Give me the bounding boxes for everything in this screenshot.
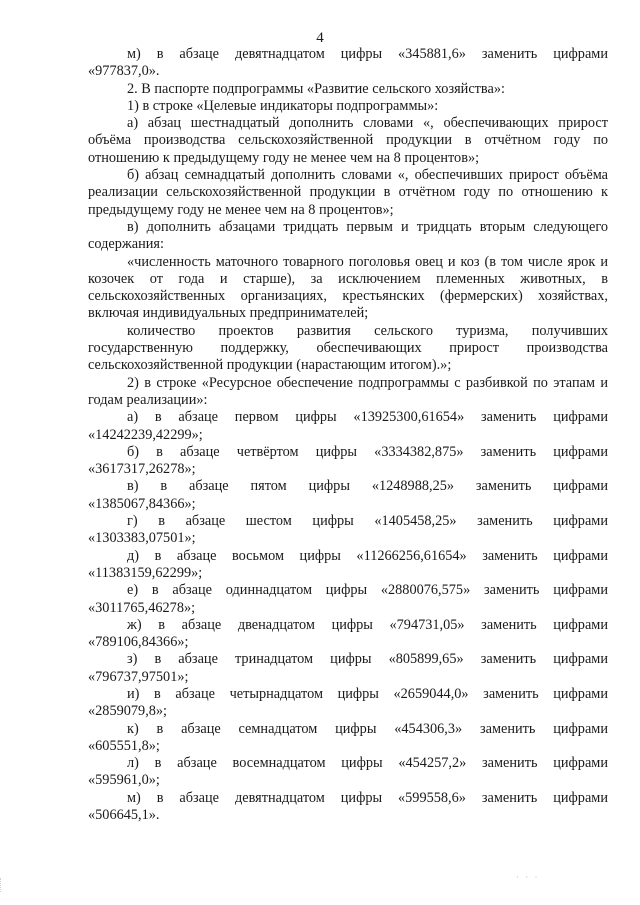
paragraph: 1) в строке «Целевые индикаторы подпрограммы»: bbox=[127, 97, 439, 114]
paragraph-amendment bbox=[88, 686, 608, 721]
amendment-line: в) в абзаце пятом цифры «1248988,25» заменить цифрами bbox=[127, 478, 608, 495]
paragraph-amendment bbox=[88, 444, 608, 479]
amendment-value: «595961,0»; bbox=[88, 772, 160, 789]
amendment-value: «1303383,07501»; bbox=[88, 530, 196, 547]
paragraph-amendment bbox=[88, 651, 608, 686]
amendment-value: «2859079,8»; bbox=[88, 703, 168, 720]
amendment-value: «605551,8»; bbox=[88, 737, 160, 754]
amendment-line: б) в абзаце четвёртом цифры «3334382,875» заменить цифрами bbox=[127, 443, 608, 460]
amendment-value: «3011765,46278»; bbox=[88, 599, 196, 616]
amendment-value: «506645,1». bbox=[88, 807, 160, 824]
paragraph: количество проектов развития сельского туризма, получивших государственную поддержку, обеспечивающих прирост производства сельскохозяйственной продукции (нарастающим итогом).»; bbox=[88, 322, 608, 374]
amendment-value: «789106,84366»; bbox=[88, 634, 189, 651]
paragraph-amendment bbox=[88, 755, 608, 790]
amendment-value: «3617317,26278»; bbox=[88, 461, 196, 478]
amendment-line: л) в абзаце восемнадцатом цифры «454257,2» заменить цифрами bbox=[127, 755, 608, 772]
amendment-line: ж) в абзаце двенадцатом цифры «794731,05» заменить цифрами bbox=[127, 616, 608, 633]
paragraph: в) дополнить абзацами тридцать первым и тридцать вторым следующего содержания: bbox=[88, 218, 608, 253]
paragraph: а) абзац шестнадцатый дополнить словами «, обеспечивающих прирост объёма производства сельскохозяйственной продукции в отчётном году по отношению к предыдущему году не менее чем на 8 процентов»; bbox=[88, 115, 608, 166]
amendment-line: и) в абзаце четырнадцатом цифры «2659044,0» заменить цифрами bbox=[127, 685, 608, 702]
paragraph-amendment bbox=[88, 582, 608, 617]
paragraph-amendment bbox=[88, 478, 608, 513]
amendment-value: «1385067,84366»; bbox=[88, 495, 196, 512]
amendment-line: г) в абзаце шестом цифры «1405458,25» заменить цифрами bbox=[127, 513, 608, 530]
amendment-value: «11383159,62299»; bbox=[88, 564, 203, 581]
paragraph: 2) в строке «Ресурсное обеспечение подпрограммы с разбивкой по этапам и годам реализации»: bbox=[88, 374, 608, 408]
paragraph-amendment bbox=[88, 513, 608, 548]
amendment-line: м) в абзаце девятнадцатом цифры «345881,6» заменить цифрами bbox=[127, 46, 608, 62]
paragraph-amendment bbox=[88, 790, 608, 825]
paragraph-amendment bbox=[88, 46, 608, 81]
amendment-value: «977837,0». bbox=[88, 63, 160, 80]
scan-artifact: · · · bbox=[516, 872, 540, 882]
amendment-line: з) в абзаце тринадцатом цифры «805899,65» заменить цифрами bbox=[127, 651, 608, 668]
paragraph-amendment bbox=[88, 548, 608, 583]
amendment-line: д) в абзаце восьмом цифры «11266256,61654» заменить цифрами bbox=[127, 547, 608, 564]
paragraph-amendment bbox=[88, 409, 608, 444]
amendment-value: «796737,97501»; bbox=[88, 668, 189, 685]
amendment-line: а) в абзаце первом цифры «13925300,61654» заменить цифрами bbox=[127, 409, 608, 426]
paragraph: 2. В паспорте подпрограммы «Развитие сельского хозяйства»: bbox=[127, 80, 505, 97]
amendment-line: м) в абзаце девятнадцатом цифры «599558,6» заменить цифрами bbox=[127, 789, 608, 806]
paragraph-amendment bbox=[88, 617, 608, 652]
amendment-value: «14242239,42299»; bbox=[88, 426, 203, 443]
scan-margin-artifact bbox=[0, 878, 7, 892]
paragraph: б) абзац семнадцатый дополнить словами «, обеспечивших прирост объёма реализации сельскохозяйственной продукции в отчётном году по отношению к предыдущему году не менее чем на 8 процентов»; bbox=[88, 167, 608, 218]
paragraph-amendment bbox=[88, 721, 608, 756]
paragraph: «численность маточного товарного поголовья овец и коз (в том числе ярок и козочек от года и старше), за исключением племенных животных, в сельскохозяйственных организациях, крестьянских (фермерских) хозяйствах, включая индивидуальных предпринимателей; bbox=[88, 253, 608, 322]
amendment-line: е) в абзаце одиннадцатом цифры «2880076,575» заменить цифрами bbox=[127, 582, 608, 599]
amendment-line: к) в абзаце семнадцатом цифры «454306,3» заменить цифрами bbox=[127, 720, 608, 737]
page-number: 4 bbox=[316, 30, 324, 46]
document-body bbox=[88, 46, 608, 824]
